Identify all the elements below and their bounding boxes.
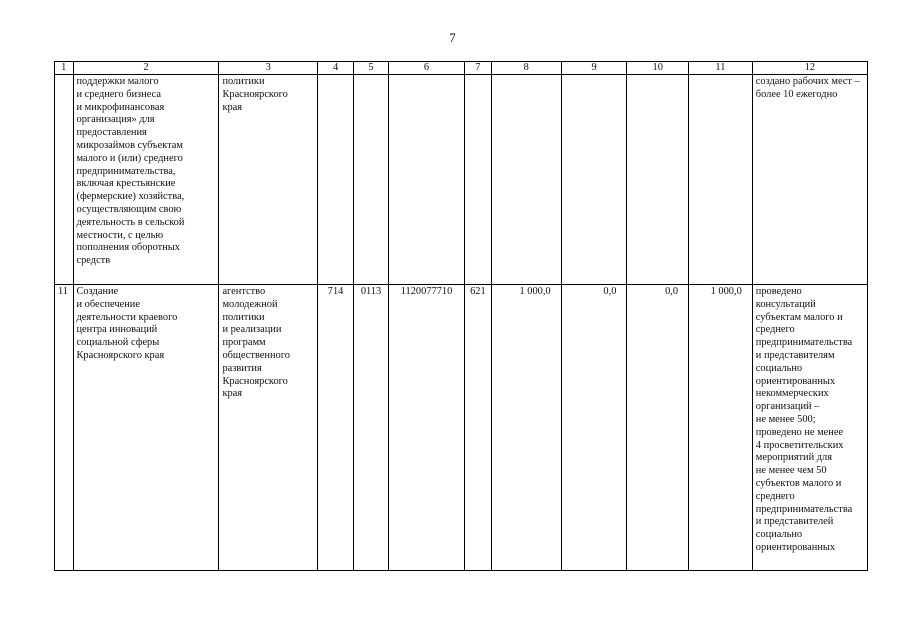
header-cell: 5	[354, 62, 389, 75]
administrator-cell: агентство молодежной политики и реализации программ общественного развития Красноярского края	[219, 285, 318, 571]
activity-name-cell: поддержки малого и среднего бизнеса и микрофинансовая организация» для предоставления микрозаймов субъектам малого и (или) среднего предпринимательства, включая крестьянские (фермерские) хозяйства, осуществляющим свою деятельность в сельской местности, с целью пополнения оборотных средств	[73, 75, 219, 285]
header-cell: 10	[627, 62, 689, 75]
table-row	[55, 285, 868, 571]
header-cell: 3	[219, 62, 318, 75]
expected-result-cell: проведено консультаций субъектам малого и среднего предпринимательства и представителям социально ориентированных некоммерческих организаций – не менее 500; проведено не менее 4 просветительских мероприятий для не менее чем 50 субъектов малого и среднего предпринимательства и представителей социально ориентированных	[752, 285, 867, 571]
grbs-code-cell: 714	[318, 285, 354, 571]
budget-table	[54, 61, 868, 571]
total-amount-cell	[689, 75, 753, 285]
header-cell: 1	[55, 62, 74, 75]
amount-cell	[561, 75, 627, 285]
administrator-cell: политики Красноярского края	[219, 75, 318, 285]
header-cell: 6	[389, 62, 465, 75]
amount-cell	[491, 75, 561, 285]
expected-result-cell: создано рабочих мест – более 10 ежегодно	[752, 75, 867, 285]
header-cell: 11	[689, 62, 753, 75]
expense-type-cell: 621	[465, 285, 492, 571]
row-number-cell	[55, 75, 74, 285]
amount-cell	[627, 75, 689, 285]
header-cell: 9	[561, 62, 627, 75]
total-amount-cell: 1 000,0	[689, 285, 753, 571]
activity-name-cell: Создание и обеспечение деятельности краевого центра инноваций социальной сферы Красноярского края	[73, 285, 219, 571]
amount-cell: 0,0	[561, 285, 627, 571]
grbs-code-cell	[318, 75, 354, 285]
section-code-cell	[354, 75, 389, 285]
header-cell: 2	[73, 62, 219, 75]
header-cell: 7	[465, 62, 492, 75]
expense-type-cell	[465, 75, 492, 285]
amount-cell: 0,0	[627, 285, 689, 571]
row-number-cell: 11	[55, 285, 74, 571]
header-row	[55, 62, 868, 75]
target-item-cell: 1120077710	[389, 285, 465, 571]
target-item-cell	[389, 75, 465, 285]
page-number: 7	[449, 30, 456, 45]
header-cell: 12	[752, 62, 867, 75]
section-code-cell: 0113	[354, 285, 389, 571]
header-cell: 4	[318, 62, 354, 75]
table-row	[55, 75, 868, 285]
amount-cell: 1 000,0	[491, 285, 561, 571]
header-cell: 8	[491, 62, 561, 75]
